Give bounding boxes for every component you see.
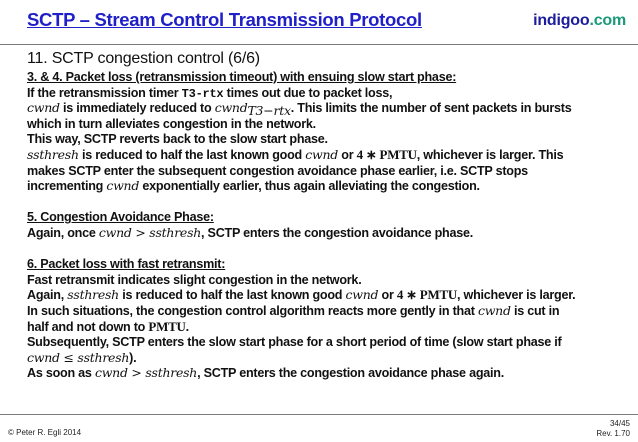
text-segment: is reduced to half the last known good <box>118 288 346 303</box>
subheading <box>27 210 627 226</box>
text-line <box>27 351 627 367</box>
blank-line <box>27 195 627 211</box>
text-segment: incrementing <box>27 179 107 194</box>
math-term: cwnd > ssthresh <box>94 365 198 381</box>
text-segment: 5. Congestion Avoidance Phase: <box>27 210 214 225</box>
page-number: 34/45 <box>609 419 630 428</box>
slide-body <box>27 70 627 382</box>
text-segment: or <box>338 147 357 162</box>
text-segment: In such situations, the congestion control algorithm reacts more gently in that <box>27 303 478 318</box>
text-line <box>27 304 627 320</box>
math-term: 4 ∗ PMTU <box>356 146 417 162</box>
text-segment: half and not down to <box>27 319 149 334</box>
footer-page-info <box>596 419 630 439</box>
text-segment: Subsequently, SCTP enters the slow start phase for a short period of time (slow start phase if <box>27 335 562 350</box>
text-segment: which in turn alleviates congestion in the network. <box>27 116 316 131</box>
text-segment: is reduced to half the last known good <box>78 147 306 162</box>
subheading <box>27 70 627 86</box>
text-segment: is immediately reduced to <box>59 101 215 116</box>
footer-copyright: © Peter R. Egli 2014 <box>8 428 82 437</box>
revision: Rev. 1.70 <box>596 429 630 438</box>
code-term: T3-rtx <box>181 86 224 101</box>
text-segment: As soon as <box>27 366 95 381</box>
subheading <box>27 257 627 273</box>
math-term: cwnd <box>27 100 60 116</box>
text-segment: times out due to packet loss, <box>223 85 393 100</box>
math-term: cwnd <box>305 146 339 162</box>
text-line <box>27 179 627 195</box>
text-segment: 3. & 4. Packet loss (retransmission timeout) with ensuing slow start phase: <box>27 70 457 84</box>
section-title: 11. SCTP congestion control (6/6) <box>27 50 260 67</box>
text-line <box>27 132 627 148</box>
math-term: cwnd <box>477 302 511 318</box>
text-line <box>27 288 627 304</box>
text-segment: Again, once <box>27 225 99 240</box>
math-term: 4 ∗ PMTU <box>396 287 458 303</box>
text-segment: makes SCTP enter the subsequent congestion avoidance phase earlier, i.e. SCTP stops <box>27 163 528 178</box>
brand-main: indigoo <box>533 12 590 29</box>
math-term: cwnd <box>345 287 379 303</box>
footer-divider <box>0 414 638 415</box>
text-segment: ). <box>129 350 137 365</box>
text-line <box>27 335 627 351</box>
text-line <box>27 148 627 164</box>
text-segment: , whichever is larger. <box>457 288 576 303</box>
text-line <box>27 366 627 382</box>
math-term: T3−rtx <box>247 103 291 119</box>
text-line <box>27 226 627 242</box>
text-line <box>27 86 627 102</box>
text-line <box>27 117 627 133</box>
math-term: PMTU <box>148 318 186 334</box>
text-segment: . <box>185 319 189 334</box>
text-segment: This way, SCTP reverts back to the slow start phase. <box>27 132 328 147</box>
text-segment: , SCTP enters the congestion avoidance phase again. <box>197 366 504 381</box>
header-divider <box>0 44 638 45</box>
text-line <box>27 273 627 289</box>
text-segment: exponentially earlier, thus again alleviating the congestion. <box>139 179 480 194</box>
slide-title[interactable]: SCTP – Stream Control Transmission Protocol <box>27 9 422 30</box>
math-term: ssthresh <box>67 287 119 303</box>
brand-logo <box>533 11 626 31</box>
text-segment: Again, <box>27 288 68 303</box>
text-segment: Fast retransmit indicates slight congestion in the network. <box>27 272 362 287</box>
text-segment: . This limits the number of sent packets in bursts <box>290 101 572 116</box>
math-term: cwnd <box>214 100 248 116</box>
text-line <box>27 101 627 117</box>
math-term: cwnd > ssthresh <box>98 224 202 240</box>
text-line <box>27 320 627 336</box>
blank-line <box>27 242 627 258</box>
math-term: cwnd <box>106 178 140 194</box>
math-term: ssthresh <box>27 146 79 162</box>
text-segment: , SCTP enters the congestion avoidance phase. <box>201 225 474 240</box>
math-term: cwnd ≤ ssthresh <box>27 349 130 365</box>
text-line <box>27 164 627 180</box>
text-segment: or <box>378 288 397 303</box>
text-segment: is cut in <box>510 303 560 318</box>
text-segment: 6. Packet loss with fast retransmit: <box>27 257 226 272</box>
brand-tld: .com <box>589 12 626 29</box>
text-segment: If the retransmission timer <box>27 85 182 100</box>
text-segment: , whichever is larger. This <box>416 147 564 162</box>
